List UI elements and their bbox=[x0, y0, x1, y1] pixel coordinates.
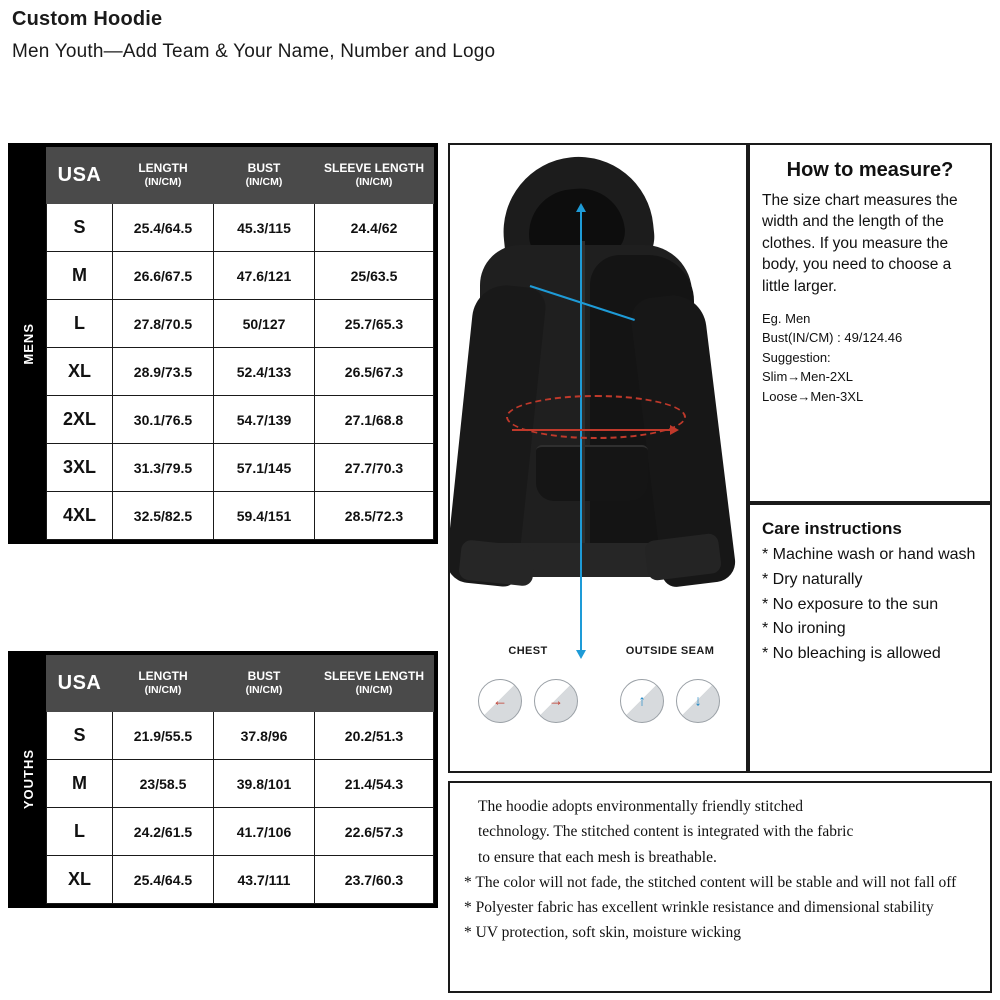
table-row bbox=[47, 856, 434, 904]
column-header-length bbox=[113, 656, 214, 712]
cell-bust: 37.8/96 bbox=[214, 712, 315, 760]
cell-sleeve: 27.7/70.3 bbox=[315, 444, 434, 492]
youth-size-table-wrapper bbox=[8, 651, 438, 908]
care-item: * No exposure to the sun bbox=[762, 595, 939, 613]
cell-bust: 41.7/106 bbox=[214, 808, 315, 856]
how-to-measure-body: The size chart measures the width and the length of the clothes. If you measure the body, you need to choose a little larger. bbox=[762, 192, 958, 295]
cell-length: 26.6/67.5 bbox=[113, 252, 214, 300]
cell-length: 21.9/55.5 bbox=[113, 712, 214, 760]
content-area bbox=[0, 63, 1000, 993]
table-row bbox=[47, 492, 434, 540]
mens-size-table bbox=[46, 147, 434, 540]
mens-size-table-frame bbox=[8, 143, 438, 544]
measure-example-line: Loose→Men-3XL bbox=[762, 388, 864, 404]
cell-size: L bbox=[47, 300, 113, 348]
column-header-bust-text: BUST bbox=[247, 669, 281, 684]
cell-sleeve: 24.4/62 bbox=[315, 204, 434, 252]
column-header-sleeve bbox=[315, 148, 434, 204]
table-row bbox=[47, 204, 434, 252]
cell-size: M bbox=[47, 252, 113, 300]
care-item: * No ironing bbox=[762, 620, 846, 638]
cell-sleeve: 28.5/72.3 bbox=[315, 492, 434, 540]
cell-sleeve: 23.7/60.3 bbox=[315, 856, 434, 904]
cell-length: 30.1/76.5 bbox=[113, 396, 214, 444]
chest-circles bbox=[468, 679, 588, 723]
table-header-row bbox=[47, 656, 434, 712]
hoodie-pocket bbox=[536, 445, 648, 501]
how-to-measure-title: How to measure? bbox=[786, 159, 954, 181]
cell-sleeve: 26.5/67.3 bbox=[315, 348, 434, 396]
mens-size-table-wrapper bbox=[8, 143, 438, 544]
arrow-down-icon: ↓ bbox=[676, 679, 720, 723]
cell-bust: 59.4/151 bbox=[214, 492, 315, 540]
column-header-sleeve bbox=[315, 656, 434, 712]
mens-side-label-text: MENS bbox=[20, 322, 36, 365]
table-row bbox=[47, 760, 434, 808]
cell-length: 24.2/61.5 bbox=[113, 808, 214, 856]
cell-bust: 43.7/111 bbox=[214, 856, 315, 904]
page-subtitle: Men Youth—Add Team & Your Name, Number and Logo bbox=[12, 41, 496, 62]
column-header-length bbox=[113, 148, 214, 204]
note-line: * The color will not fade, the stitched content will be stable and will not fall off bbox=[464, 873, 957, 891]
chest-icon-group bbox=[468, 645, 588, 723]
cell-size: 3XL bbox=[47, 444, 113, 492]
hoodie-diagram-panel bbox=[448, 143, 748, 773]
table-row bbox=[47, 396, 434, 444]
cell-length: 25.4/64.5 bbox=[113, 204, 214, 252]
column-header-bust-text: BUST bbox=[247, 161, 281, 176]
care-item: * No bleaching is allowed bbox=[762, 645, 941, 663]
cell-sleeve: 25.7/65.3 bbox=[315, 300, 434, 348]
cell-sleeve: 27.1/68.8 bbox=[315, 396, 434, 444]
cell-bust: 47.6/121 bbox=[214, 252, 315, 300]
care-item: * Dry naturally bbox=[762, 570, 863, 588]
measure-example-line: Eg. Men bbox=[762, 310, 811, 326]
column-header-sleeve-text: SLEEVE LENGTH bbox=[323, 669, 424, 684]
care-item: * Machine wash or hand wash bbox=[762, 546, 976, 563]
cell-size: L bbox=[47, 808, 113, 856]
column-header-sleeve-unit: (IN/CM) bbox=[355, 176, 393, 189]
cell-length: 25.4/64.5 bbox=[113, 856, 214, 904]
note-line: * UV protection, soft skin, moisture wicking bbox=[464, 924, 741, 942]
cell-size: 2XL bbox=[47, 396, 113, 444]
column-header-sleeve-unit: (IN/CM) bbox=[355, 684, 393, 697]
table-row bbox=[47, 808, 434, 856]
table-row bbox=[47, 300, 434, 348]
column-header-length-text: LENGTH bbox=[138, 161, 188, 176]
cell-size: M bbox=[47, 760, 113, 808]
cell-bust: 52.4/133 bbox=[214, 348, 315, 396]
column-header-usa: USA bbox=[47, 656, 113, 712]
arrow-right-icon: → bbox=[534, 679, 578, 723]
table-row bbox=[47, 444, 434, 492]
column-header-length-unit: (IN/CM) bbox=[144, 176, 182, 189]
how-to-measure-panel bbox=[748, 143, 992, 503]
column-header-bust-unit: (IN/CM) bbox=[245, 684, 283, 697]
cell-bust: 45.3/115 bbox=[214, 204, 315, 252]
care-instructions-panel bbox=[748, 503, 992, 773]
page-header bbox=[0, 0, 1000, 63]
cell-size: XL bbox=[47, 348, 113, 396]
cell-bust: 39.8/101 bbox=[214, 760, 315, 808]
youth-size-table bbox=[46, 655, 434, 904]
note-line: technology. The stitched content is integrated with the fabric bbox=[478, 823, 854, 841]
column-header-sleeve-text: SLEEVE LENGTH bbox=[323, 161, 424, 176]
cell-size: 4XL bbox=[47, 492, 113, 540]
cell-size: S bbox=[47, 712, 113, 760]
chest-caption: CHEST bbox=[508, 645, 548, 657]
measure-example-line: Suggestion: bbox=[762, 349, 831, 365]
table-row bbox=[47, 348, 434, 396]
fabric-note-panel bbox=[448, 781, 992, 993]
column-header-usa: USA bbox=[47, 148, 113, 204]
table-header-row bbox=[47, 148, 434, 204]
note-line: The hoodie adopts environmentally friendly stitched bbox=[478, 798, 803, 815]
cell-size: XL bbox=[47, 856, 113, 904]
cell-length: 32.5/82.5 bbox=[113, 492, 214, 540]
measure-example bbox=[762, 309, 978, 407]
fabric-note-text bbox=[464, 795, 976, 945]
column-header-bust-unit: (IN/CM) bbox=[245, 176, 283, 189]
arrow-up-icon: ↑ bbox=[620, 679, 664, 723]
note-line: to ensure that each mesh is breathable. bbox=[478, 848, 717, 866]
youth-side-label bbox=[12, 655, 46, 904]
cell-bust: 57.1/145 bbox=[214, 444, 315, 492]
note-line: * Polyester fabric has excellent wrinkle resistance and dimensional stability bbox=[464, 899, 934, 916]
youth-size-table-frame bbox=[8, 651, 438, 908]
column-header-length-unit: (IN/CM) bbox=[144, 684, 182, 697]
column-header-bust bbox=[214, 656, 315, 712]
outside-seam-icon-group bbox=[600, 645, 740, 723]
cell-length: 31.3/79.5 bbox=[113, 444, 214, 492]
table-row bbox=[47, 712, 434, 760]
cell-bust: 54.7/139 bbox=[214, 396, 315, 444]
measure-example-line: Bust(IN/CM) : 49/124.46 bbox=[762, 330, 903, 346]
hoodie-left-cuff bbox=[458, 539, 536, 587]
cell-length: 28.9/73.5 bbox=[113, 348, 214, 396]
cell-sleeve: 22.6/57.3 bbox=[315, 808, 434, 856]
measure-example-line: Slim→Men-2XL bbox=[762, 369, 854, 385]
seam-circles bbox=[600, 679, 740, 723]
care-instructions-title: Care instructions bbox=[762, 519, 902, 538]
mens-side-label bbox=[12, 147, 46, 540]
page-title: Custom Hoodie bbox=[12, 8, 163, 30]
care-instructions-list bbox=[762, 543, 978, 667]
outside-seam-caption: OUTSIDE SEAM bbox=[625, 645, 715, 657]
bust-measure-ellipse-icon bbox=[506, 395, 686, 439]
cell-length: 27.8/70.5 bbox=[113, 300, 214, 348]
cell-bust: 50/127 bbox=[214, 300, 315, 348]
cell-size: S bbox=[47, 204, 113, 252]
cell-length: 23/58.5 bbox=[113, 760, 214, 808]
cell-sleeve: 20.2/51.3 bbox=[315, 712, 434, 760]
youth-side-label-text: YOUTHS bbox=[20, 749, 36, 810]
cell-sleeve: 21.4/54.3 bbox=[315, 760, 434, 808]
arrow-left-icon: ← bbox=[478, 679, 522, 723]
bust-measure-arrow-icon bbox=[512, 429, 672, 431]
column-header-bust bbox=[214, 148, 315, 204]
cell-sleeve: 25/63.5 bbox=[315, 252, 434, 300]
column-header-length-text: LENGTH bbox=[138, 669, 188, 684]
table-row bbox=[47, 252, 434, 300]
